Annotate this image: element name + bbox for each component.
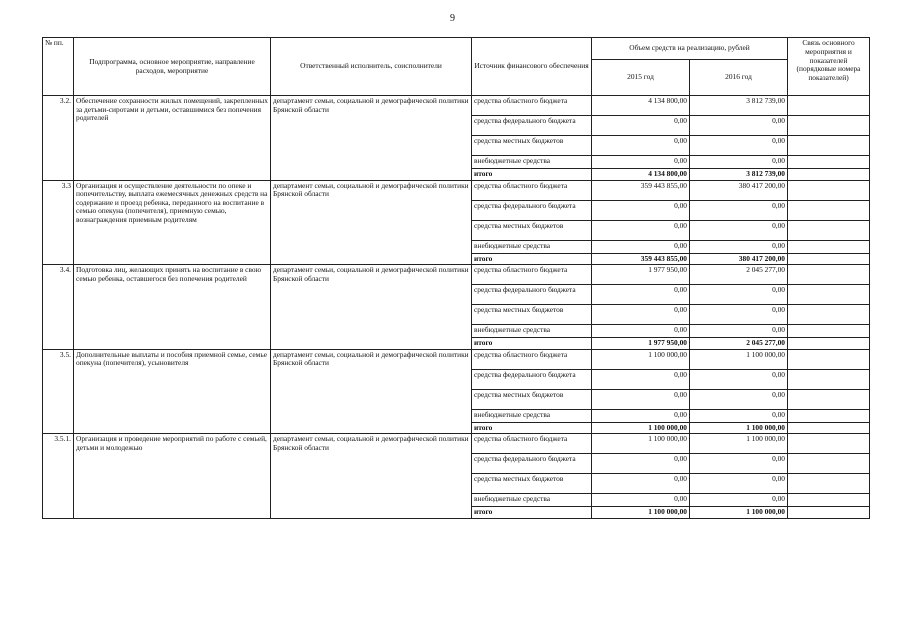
amount-2015-cell: 0,00 (592, 156, 690, 169)
row-number-cell: 3.5. (43, 349, 74, 434)
measure-name-cell: Организация и осуществление деятельности по опеке и попечительству, выплата ежемесячных денежных средств на содержание и проезд ребенка, переданного на воспитание в семью опекуна (попечителя), приемную семью, вознаграждения приемным родителям (74, 180, 271, 265)
amount-2015-cell: 0,00 (592, 116, 690, 136)
header-measure: Подпрограмма, основное мероприятие, направление расходов, мероприятие (74, 38, 271, 96)
header-executor: Ответственный исполнитель, соисполнители (271, 38, 472, 96)
source-label-cell: средства местных бюджетов (472, 474, 592, 494)
amount-2016-cell: 3 812 739,00 (690, 96, 788, 116)
source-label-cell: итого (472, 422, 592, 434)
amount-2016-cell: 1 100 000,00 (690, 349, 788, 369)
amount-2015-cell: 1 977 950,00 (592, 265, 690, 285)
indicator-link-cell (788, 422, 870, 434)
header-row-number: № пп. (43, 38, 74, 96)
indicator-link-cell (788, 434, 870, 454)
amount-2016-cell: 1 100 000,00 (690, 422, 788, 434)
amount-2016-cell: 0,00 (690, 409, 788, 422)
source-label-cell: итого (472, 169, 592, 181)
amount-2015-cell: 0,00 (592, 285, 690, 305)
source-label-cell: средства областного бюджета (472, 180, 592, 200)
row-number-cell: 3.2. (43, 96, 74, 181)
amount-2016-cell: 0,00 (690, 136, 788, 156)
header-year-2016: 2016 год (690, 60, 788, 96)
measure-name-cell: Обеспечение сохранности жилых помещений, закрепленных за детьми-сиротами и детьми, оставшимися без попечения родителей (74, 96, 271, 181)
measure-name-cell: Дополнительные выплаты и пособия приемной семье, семье опекуна (попечителя), усыновителя (74, 349, 271, 434)
amount-2015-cell: 0,00 (592, 200, 690, 220)
amount-2016-cell: 0,00 (690, 240, 788, 253)
amount-2016-cell: 380 417 200,00 (690, 180, 788, 200)
amount-2015-cell: 359 443 855,00 (592, 253, 690, 265)
amount-2015-cell: 0,00 (592, 136, 690, 156)
table-body (43, 96, 870, 519)
indicator-link-cell (788, 116, 870, 136)
amount-2016-cell: 0,00 (690, 494, 788, 507)
indicator-link-cell (788, 253, 870, 265)
indicator-link-cell (788, 474, 870, 494)
amount-2016-cell: 3 812 739,00 (690, 169, 788, 181)
amount-2015-cell: 0,00 (592, 389, 690, 409)
source-label-cell: средства федерального бюджета (472, 369, 592, 389)
indicator-link-cell (788, 180, 870, 200)
page-number: 9 (450, 13, 455, 24)
row-number-cell: 3.4. (43, 265, 74, 350)
amount-2015-cell: 0,00 (592, 325, 690, 338)
amount-2015-cell: 0,00 (592, 240, 690, 253)
row-number-cell: 3.3 (43, 180, 74, 265)
amount-2016-cell: 0,00 (690, 285, 788, 305)
amount-2016-cell: 1 100 000,00 (690, 434, 788, 454)
indicator-link-cell (788, 265, 870, 285)
amount-2015-cell: 0,00 (592, 220, 690, 240)
amount-2015-cell: 0,00 (592, 474, 690, 494)
indicator-link-cell (788, 349, 870, 369)
amount-2016-cell: 0,00 (690, 369, 788, 389)
amount-2015-cell: 0,00 (592, 369, 690, 389)
indicator-link-cell (788, 494, 870, 507)
amount-2016-cell: 2 045 277,00 (690, 265, 788, 285)
budget-table (42, 37, 870, 519)
indicator-link-cell (788, 96, 870, 116)
header-sources: Источник финансового обеспечения (472, 38, 592, 96)
executor-cell: департамент семьи, социальной и демографической политики Брянской области (271, 434, 472, 519)
table-row (43, 434, 870, 454)
amount-2015-cell: 1 100 000,00 (592, 434, 690, 454)
amount-2016-cell: 0,00 (690, 116, 788, 136)
indicator-link-cell (788, 305, 870, 325)
indicator-link-cell (788, 240, 870, 253)
measure-name-cell: Подготовка лиц, желающих принять на воспитание в свою семью ребенка, оставшегося без попечения родителей (74, 265, 271, 350)
source-label-cell: средства местных бюджетов (472, 305, 592, 325)
source-label-cell: средства областного бюджета (472, 349, 592, 369)
amount-2015-cell: 0,00 (592, 454, 690, 474)
source-label-cell: внебюджетные средства (472, 494, 592, 507)
table-row (43, 96, 870, 116)
source-label-cell: итого (472, 338, 592, 350)
amount-2016-cell: 0,00 (690, 325, 788, 338)
source-label-cell: средства областного бюджета (472, 265, 592, 285)
executor-cell: департамент семьи, социальной и демографической политики Брянской области (271, 265, 472, 350)
source-label-cell: средства федерального бюджета (472, 116, 592, 136)
table-row (43, 349, 870, 369)
source-label-cell: средства местных бюджетов (472, 136, 592, 156)
source-label-cell: средства областного бюджета (472, 96, 592, 116)
indicator-link-cell (788, 507, 870, 519)
row-number-cell: 3.5.1. (43, 434, 74, 519)
source-label-cell: внебюджетные средства (472, 240, 592, 253)
source-label-cell: итого (472, 253, 592, 265)
table-row (43, 180, 870, 200)
indicator-link-cell (788, 369, 870, 389)
amount-2016-cell: 2 045 277,00 (690, 338, 788, 350)
executor-cell: департамент семьи, социальной и демографической политики Брянской области (271, 96, 472, 181)
source-label-cell: средства областного бюджета (472, 434, 592, 454)
amount-2015-cell: 1 100 000,00 (592, 507, 690, 519)
amount-2016-cell: 0,00 (690, 220, 788, 240)
source-label-cell: средства федерального бюджета (472, 454, 592, 474)
indicator-link-cell (788, 325, 870, 338)
measure-name-cell: Организация и проведение мероприятий по работе с семьей, детьми и молодежью (74, 434, 271, 519)
amount-2015-cell: 1 100 000,00 (592, 422, 690, 434)
indicator-link-cell (788, 338, 870, 350)
indicator-link-cell (788, 200, 870, 220)
header-year-2015: 2015 год (592, 60, 690, 96)
indicator-link-cell (788, 220, 870, 240)
indicator-link-cell (788, 389, 870, 409)
amount-2016-cell: 0,00 (690, 454, 788, 474)
amount-2015-cell: 1 100 000,00 (592, 349, 690, 369)
amount-2016-cell: 0,00 (690, 200, 788, 220)
indicator-link-cell (788, 285, 870, 305)
header-indicator-link: Связь основного мероприятия и показателей (порядковые номера показателей) (788, 38, 870, 96)
indicator-link-cell (788, 156, 870, 169)
amount-2015-cell: 0,00 (592, 494, 690, 507)
source-label-cell: средства федерального бюджета (472, 200, 592, 220)
executor-cell: департамент семьи, социальной и демографической политики Брянской области (271, 180, 472, 265)
source-label-cell: внебюджетные средства (472, 325, 592, 338)
indicator-link-cell (788, 409, 870, 422)
amount-2015-cell: 4 134 800,00 (592, 169, 690, 181)
amount-2016-cell: 0,00 (690, 305, 788, 325)
amount-2016-cell: 380 417 200,00 (690, 253, 788, 265)
amount-2016-cell: 0,00 (690, 389, 788, 409)
amount-2016-cell: 1 100 000,00 (690, 507, 788, 519)
source-label-cell: средства федерального бюджета (472, 285, 592, 305)
amount-2015-cell: 1 977 950,00 (592, 338, 690, 350)
source-label-cell: итого (472, 507, 592, 519)
header-volume: Объем средств на реализацию, рублей (592, 38, 788, 60)
amount-2015-cell: 359 443 855,00 (592, 180, 690, 200)
source-label-cell: средства местных бюджетов (472, 220, 592, 240)
source-label-cell: внебюджетные средства (472, 409, 592, 422)
source-label-cell: средства местных бюджетов (472, 389, 592, 409)
amount-2015-cell: 0,00 (592, 409, 690, 422)
amount-2015-cell: 0,00 (592, 305, 690, 325)
amount-2015-cell: 4 134 800,00 (592, 96, 690, 116)
table-row (43, 265, 870, 285)
source-label-cell: внебюджетные средства (472, 156, 592, 169)
indicator-link-cell (788, 169, 870, 181)
amount-2016-cell: 0,00 (690, 156, 788, 169)
amount-2016-cell: 0,00 (690, 474, 788, 494)
executor-cell: департамент семьи, социальной и демографической политики Брянской области (271, 349, 472, 434)
indicator-link-cell (788, 136, 870, 156)
indicator-link-cell (788, 454, 870, 474)
